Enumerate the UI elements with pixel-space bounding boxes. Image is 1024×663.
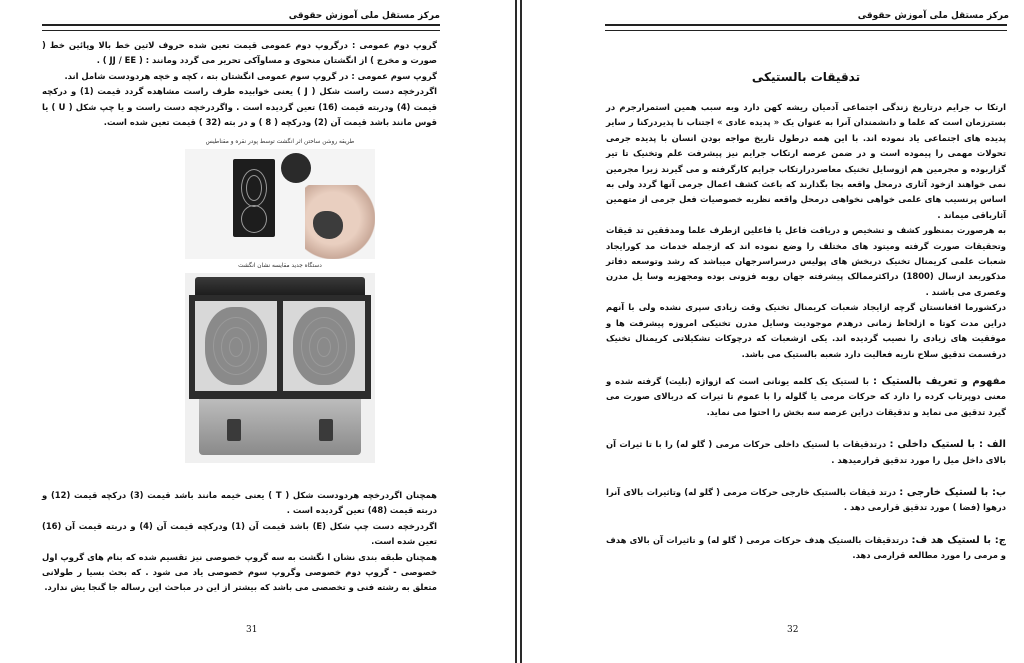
page-32 [522,0,1024,663]
figure-caption: طریقه روشن ساختن اثر انگشت توسط پودر نقره و مقناطیس [205,139,355,145]
paragraph: اگردرخچه دست چپ شکل (E) باشد قیمت آن (1) ودرکچه قیمت آن (4) و دربته قیمت آن (16) تعین شده است. [42,520,437,547]
fingerprint-powder-photo [185,149,375,259]
term-text: درتدقیقات بالستیک هدف حرکات مرمی ( گلو له) و تاثیرات آن بالای هدف و مرمی را مورد مطالعه قرارمی دهد. [606,534,1006,561]
paragraph: اگردرخچه دست راست شکل ( J ) یعنی خوابیده طرف راست مشاهده گردد قیمت (1) و درکچه قیمت (4) ودربته قیمت (16) تعین گردیده است . واگردرخچه دست راست و یا چپ شکل ( U ) یا قوس مانند باشد قیمت آن (2) ودرکچه ( 8 ) و در بته (32 ) قیمت تعین شده است. [42,86,437,128]
paragraph: ارتکا ب جرایم درتاریخ زندگی اجتماعی آدمیان ریشه کهن دارد وبه سبب همین استمرارجرم در بسترزمان است که علما و دانشمندان آنرا به عنوان یک « پدیده عادی » اجتناب نا پذیردرکنا ر سایر پدیده های اجتماعی یاد نموده اند. با این همه درطول تاریخ مواجه بودن انسان با پدیده جرمی تحولات مهمی را پیموده است و در ضمن عرصه ارتکاب جرایم نیز پیشرفت علم وتخنیک تا تیر گزاربوده و مجرمین هم ازوسایل تخنیک معاصردرارتکاب جرایم کارگرفته و می گیرند زیرا مجرمین نمی خواهند ازخود آثاری درمحل واقعه بجا بگذارند که باعث کشف اعمال جرمی آنها گردد ولی به اساس پرنسیب های علمی خواهی نخواهی درمحل واقعه نظربه خصوصیات فعل جرمی از متهمین آثارباقی میماند . [606,102,1006,220]
term-heading: مفهوم و تعریف بالستیک : [873,375,1006,387]
page-gutter [515,0,522,663]
figure-caption: دستگاه جدید مقایسه نشان انگشت [238,263,322,269]
paragraph-terminal-ballistics [606,533,1006,564]
page-number: 31 [246,625,258,635]
page-header-text: مرکز مستقل ملی آموزش حقوقی [857,11,1009,21]
paragraph: گروپ سوم عمومی : در گروپ سوم عمومی انگشتان بته ، کچه و خچه هردودست شامل اند. [64,70,437,81]
page-number: 32 [787,625,799,635]
body-text-top [42,38,437,130]
term-text: با لستیک یک کلمه یونانی است که ازواژه (بلیت) گرفته شده و معنی دوپرتاب کرده را دارد که حرکات مرمی یا گلوله را با عموم تا ثیرات که دربالای صورت می گیرد تدقیق می نماید و تدقیقات دراین عرصه سه بخش را احتوا می نماید. [606,375,1006,417]
fingerprint-comparator-photo [185,273,375,463]
body-text [606,100,1006,564]
section-title: تدقیقات بالستیکی [751,70,861,84]
paragraph: درکشورما افغانستان گرچه ازایجاد شعبات کریمنال تخنیک وقت زیادی سپری نشده ولی با آنهم دراین مدت کوتا ه ازلحاظ زمانی درهدم موجودیت وسایل مدرن تخنیکی امروزه پیشرفت ها و موفقیت های زیادی را نصیب گردیده اند. یکی ازشعبات که درچوکات تشکیلاتی کریمنال تخنیک درقسمت تدقیق سلاح ناریه فعالیت دارد شعبه بالستیک می باشد. [606,302,1006,359]
term-heading: ج: با لستیک هد ف: [911,534,1006,546]
header-rule [605,24,1007,31]
paragraph: به هرصورت بمنظور کشف و تشخیص و دریافت فاعل یا فاعلین ازطرف علما ومدققین تد قیقات وتحقیقات صورت گرفته ومیتود های مختلف را وضع نموده اند که ازجمله خدمات مد کورایجاد شعبات علمی کریمنال تخنیک دربخش های پولیس درسراسرجهان میباشد که رشد وتوسعه دفاتر مذکوربعد ازسال (1800) دراکثرممالک پیشرفته جهان روبه فزونی بوده ومجهزبه وسا یل مدرن وعصری می باشند . [606,225,1006,297]
term-heading: الف : با لستیک داخلی : [889,439,1006,451]
paragraph-internal-ballistics [606,437,1006,468]
body-text-bottom [42,488,437,596]
paragraph-concept [606,374,1006,420]
paragraph-external-ballistics [606,485,1006,516]
figure-fingerprint-powder [185,138,375,463]
term-text: درتدقیقات با لستیک داخلی حرکات مرمی ( گلو له) را با تا ثیرات آن بالای داخل میل را مورد تدقیق قرارمیدهد . [606,439,1006,465]
paragraph: همچنان طبقه بندی نشان ا نگشت به سه گروپ خصوصی نیز تقسیم شده که بنام های گروپ اول خصوصی - گروپ دوم خصوصی وگروپ سوم خصوصی یاد می شود . که بحث بسیا ر طولانی متعلق به رشته فنی و تخصصی می باشد که بیشتر از این در مباحث این رساله جا گنجا یش ندارد. [42,551,437,593]
term-heading: ب: با لستیک خارجی : [899,486,1006,498]
page-header-text: مرکز مستقل ملی آموزش حقوقی [288,11,440,21]
header-rule [42,24,440,31]
term-text: درتد قیقات بالستیک خارجی حرکات مرمی ( گلو له) وتاثیرات بالای آنرا درهوا (فضا ) مورد تدقیق قرارمی دهد . [606,486,1006,513]
paragraph: همچنان اگردرخچه هردودست شکل ( T ) یعنی خیمه مانند باشد قیمت (3) درکچه قیمت (12) و دربته قیمت (48) تعین گردیده است . [42,490,437,516]
paragraph: گروپ دوم عمومی : درگروپ دوم عمومی قیمت تعین شده حروف لاتین خط بالا وپائین خط ( صورت و مخرج ) از انگشتان منحوی و مساوآکی تحریر می گردد ومانند : ( JJ / EE ) . [42,40,437,66]
